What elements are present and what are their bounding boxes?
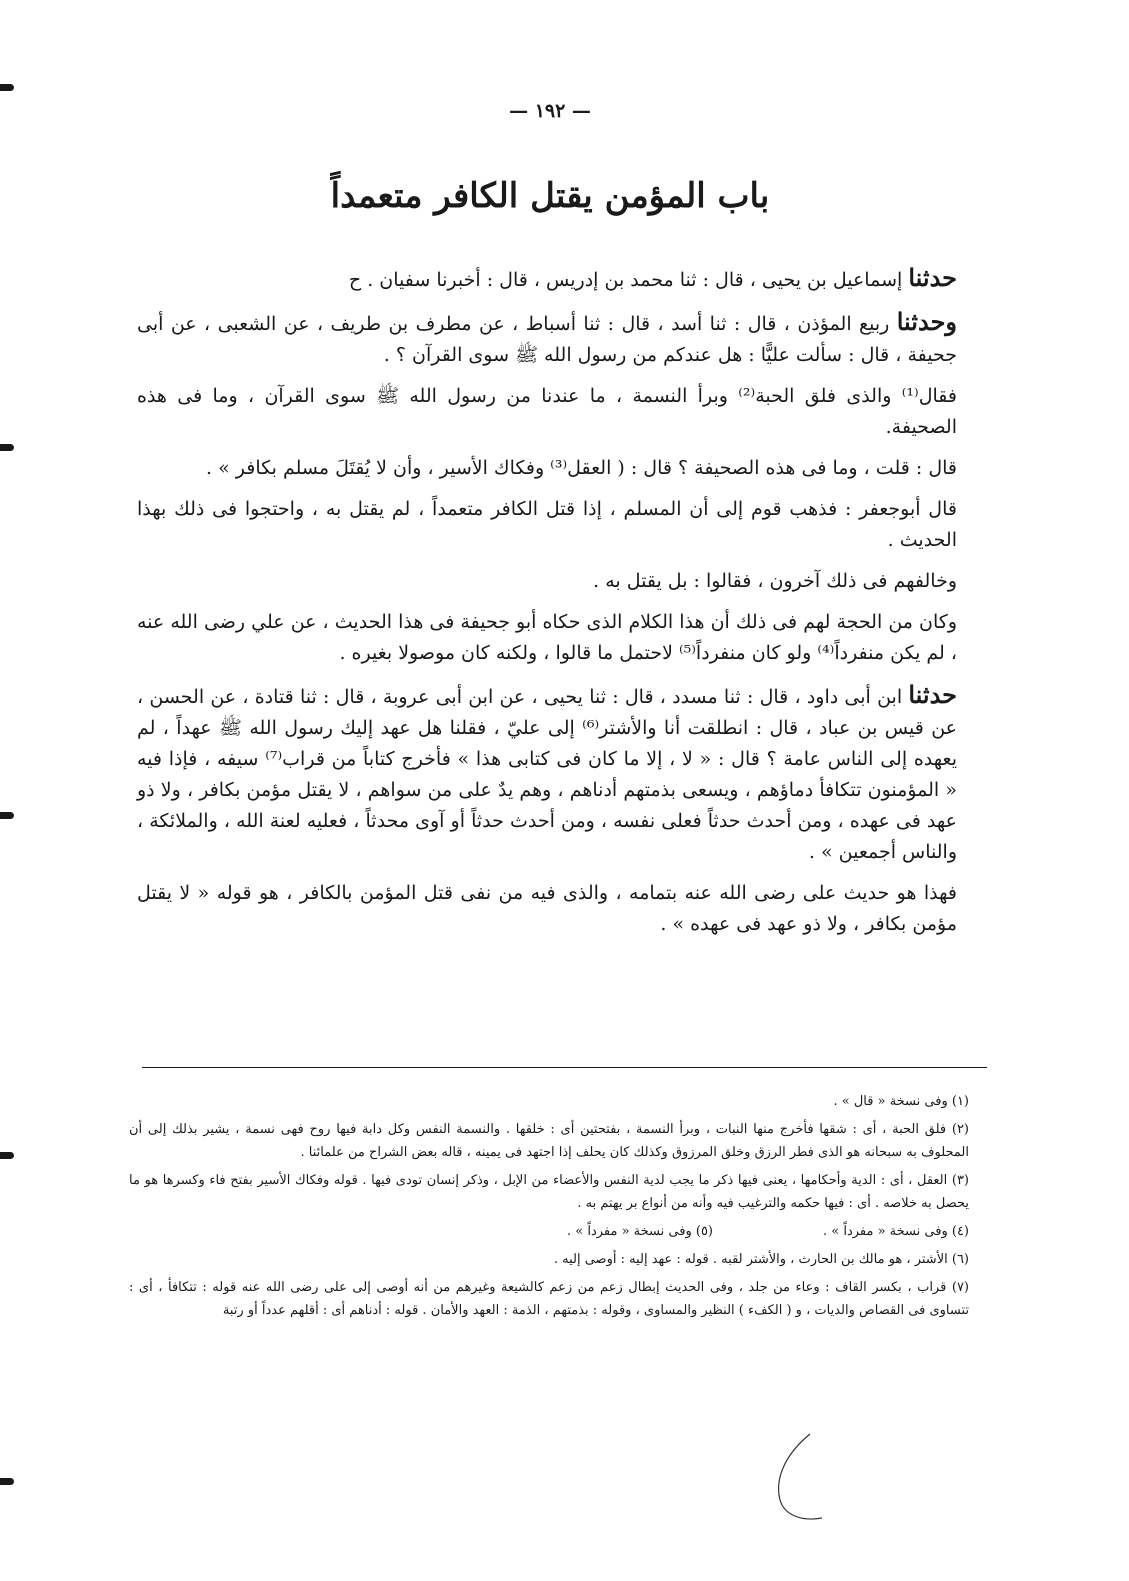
scan-edge-mark [0, 1152, 14, 1159]
chapter-title: باب المؤمن يقتل الكافر متعمداً [330, 176, 770, 216]
paragraph-text: وكان من الحجة لهم فى ذلك أن هذا الكلام الذى حكاه أبو جحيفة فى هذا الحديث ، عن علي رضى الله عنه ، لم يكن منفرداً⁽⁴⁾ ولو كان منفرداً⁽⁵⁾ لاحتمل ما قالوا ، ولكنه كان موصولا بغيره . [137, 611, 957, 664]
scan-edge-mark [0, 812, 14, 819]
paragraph-text: ربيع المؤذن ، قال : ثنا أسد ، قال : ثنا أسباط ، عن مطرف بن طريف ، عن الشعبى ، عن أبى جحيفة ، قال : سألت عليًّا : هل عندكم من رسول الله ﷺ سوى القرآن ؟ . [137, 313, 957, 366]
footnote: (٧) قراب ، بكسر القاف : وعاء من جلد ، وفى الحديث إبطال زعم من زعم كالشيعة وغيرهم من أنه أوصى إلى على رضى الله عنه قوله : تتكافأ ، أى : تتساوى فى القصاص والديات ، و ( الكفء ) النظير والمساوى ، وقوله : بذمتهم ، الذمة : العهد والأمان . قوله : أدناهم أى : أقلهم عدداً أو رتبة [129, 1280, 969, 1318]
paragraph [137, 878, 957, 940]
footnote: (٦) الأشتر ، هو مالك بن الحارث ، والأشتر لقبه . قوله : عهد إليه : أوصى إليه . [553, 1252, 969, 1267]
paragraph [137, 453, 957, 484]
paragraph-text: قال : قلت ، وما فى هذه الصحيفة ؟ قال : ( العقل⁽³⁾ وفكاك الأسير ، وأن لا يُقتَلَ مسلم بكافر » . [206, 457, 957, 479]
scan-edge-mark [0, 444, 14, 451]
paragraph [137, 679, 957, 868]
paragraph-text: فهذا هو حديث على رضى الله عنه بتمامه ، والذى فيه من نفى قتل المؤمن بالكافر ، هو قوله « لا يقتل مؤمن بكافر ، ولا ذو عهد فى عهده » . [137, 882, 957, 935]
footnote: (٢) فلق الحبة ، أى : شقها فأخرج منها النبات ، وبرأ النسمة ، بفتحتين أى : خلقها . والنسمة النفس وكل دابة فيها روح فهى نسمة ، يشير بذلك إلى أن المحلوف به سبحانه هو الذى فطر الرزق وخلق المرزوق وكذلك كان يحلف إذا اجتهد فى يمينه ، قاله بعض الشراح من علمائنا . [129, 1122, 969, 1160]
paragraph [137, 607, 957, 669]
paragraph [137, 381, 957, 443]
paragraph-text: وخالفهم فى ذلك آخرون ، فقالوا : بل يقتل به . [593, 570, 957, 592]
footnote-separator [142, 1067, 987, 1068]
footnote: (٥) وفى نسخة « مفرداً » . [567, 1224, 713, 1239]
scan-edge-mark [0, 84, 14, 91]
paragraph [137, 494, 957, 556]
handwritten-pen-stroke [770, 1430, 830, 1525]
paragraph-text: ابن أبى داود ، قال : ثنا مسدد ، قال : ثنا يحيى ، عن ابن أبى عروبة ، قال : ثنا قتادة ، عن الحسن ، عن قيس بن عباد ، قال : انطلقت أنا والأشتر⁽⁶⁾ إلى عليّ ، فقلنا هل عهد إليك رسول الله ﷺ عهداً ، لم يعهده إلى الناس عامة ؟ قال : « لا ، إلا ما كان فى كتابى هذا » فأخرج كتاباً من قراب⁽⁷⁾ سيفه ، فإذا فيه « المؤمنون تتكافأ دماؤهم ، ويسعى بذمتهم أدناهم ، وهم يدٌ على من سواهم ، لا يقتل مؤمن بكافر ، ولا ذو عهد فى عهده ، ومن أحدث حدثاً فعلى نفسه ، ومن أحدث حدثاً أو آوى محدثاً ، فعليه لعنة الله ، والملائكة ، والناس أجمعين » . [137, 686, 958, 863]
footnotes [129, 1090, 969, 1327]
footnote: (٣) العقل ، أى : الدية وأحكامها ، يعنى فيها ذكر ما يجب لدية النفس والأعضاء من الإبل ، وذكر إنسان تودى فيها . قوله وفكاك الأسير بفتح فاء وكسرها هو ما يحصل به خلاصه . أى : فيها حكمه والترغيب فيه وأنه من أنواع بر يهتم به . [129, 1173, 969, 1211]
paragraph-text: قال أبوجعفر : فذهب قوم إلى أن المسلم ، إذا قتل الكافر متعمداً ، لم يقتل به ، واحتجوا فى ذلك بهذا الحديث . [137, 498, 957, 551]
paragraph-lead: حدثنا [908, 263, 957, 292]
footnote: (٤) وفى نسخة « مفرداً » . [823, 1224, 969, 1239]
footnote: (١) وفى نسخة « قال » . [833, 1094, 969, 1109]
scan-edge-mark [0, 1478, 14, 1485]
paragraph [137, 262, 957, 296]
paragraph [137, 306, 957, 371]
paragraph-text: إسماعيل بن يحيى ، قال : ثنا محمد بن إدريس ، قال : أخبرنا سفيان . ح [348, 269, 909, 291]
footnote-pair [129, 1220, 969, 1243]
page-number: — ١٩٢ — [509, 100, 591, 122]
paragraph [137, 566, 957, 597]
paragraph-lead: حدثنا [908, 680, 957, 709]
paragraph-text: فقال⁽¹⁾ والذى فلق الحبة⁽²⁾ وبرأ النسمة ، ما عندنا من رسول الله ﷺ سوى القرآن ، وما فى هذه الصحيفة. [137, 385, 957, 438]
main-text [137, 262, 957, 950]
paragraph-lead: وحدثنا [896, 307, 957, 336]
